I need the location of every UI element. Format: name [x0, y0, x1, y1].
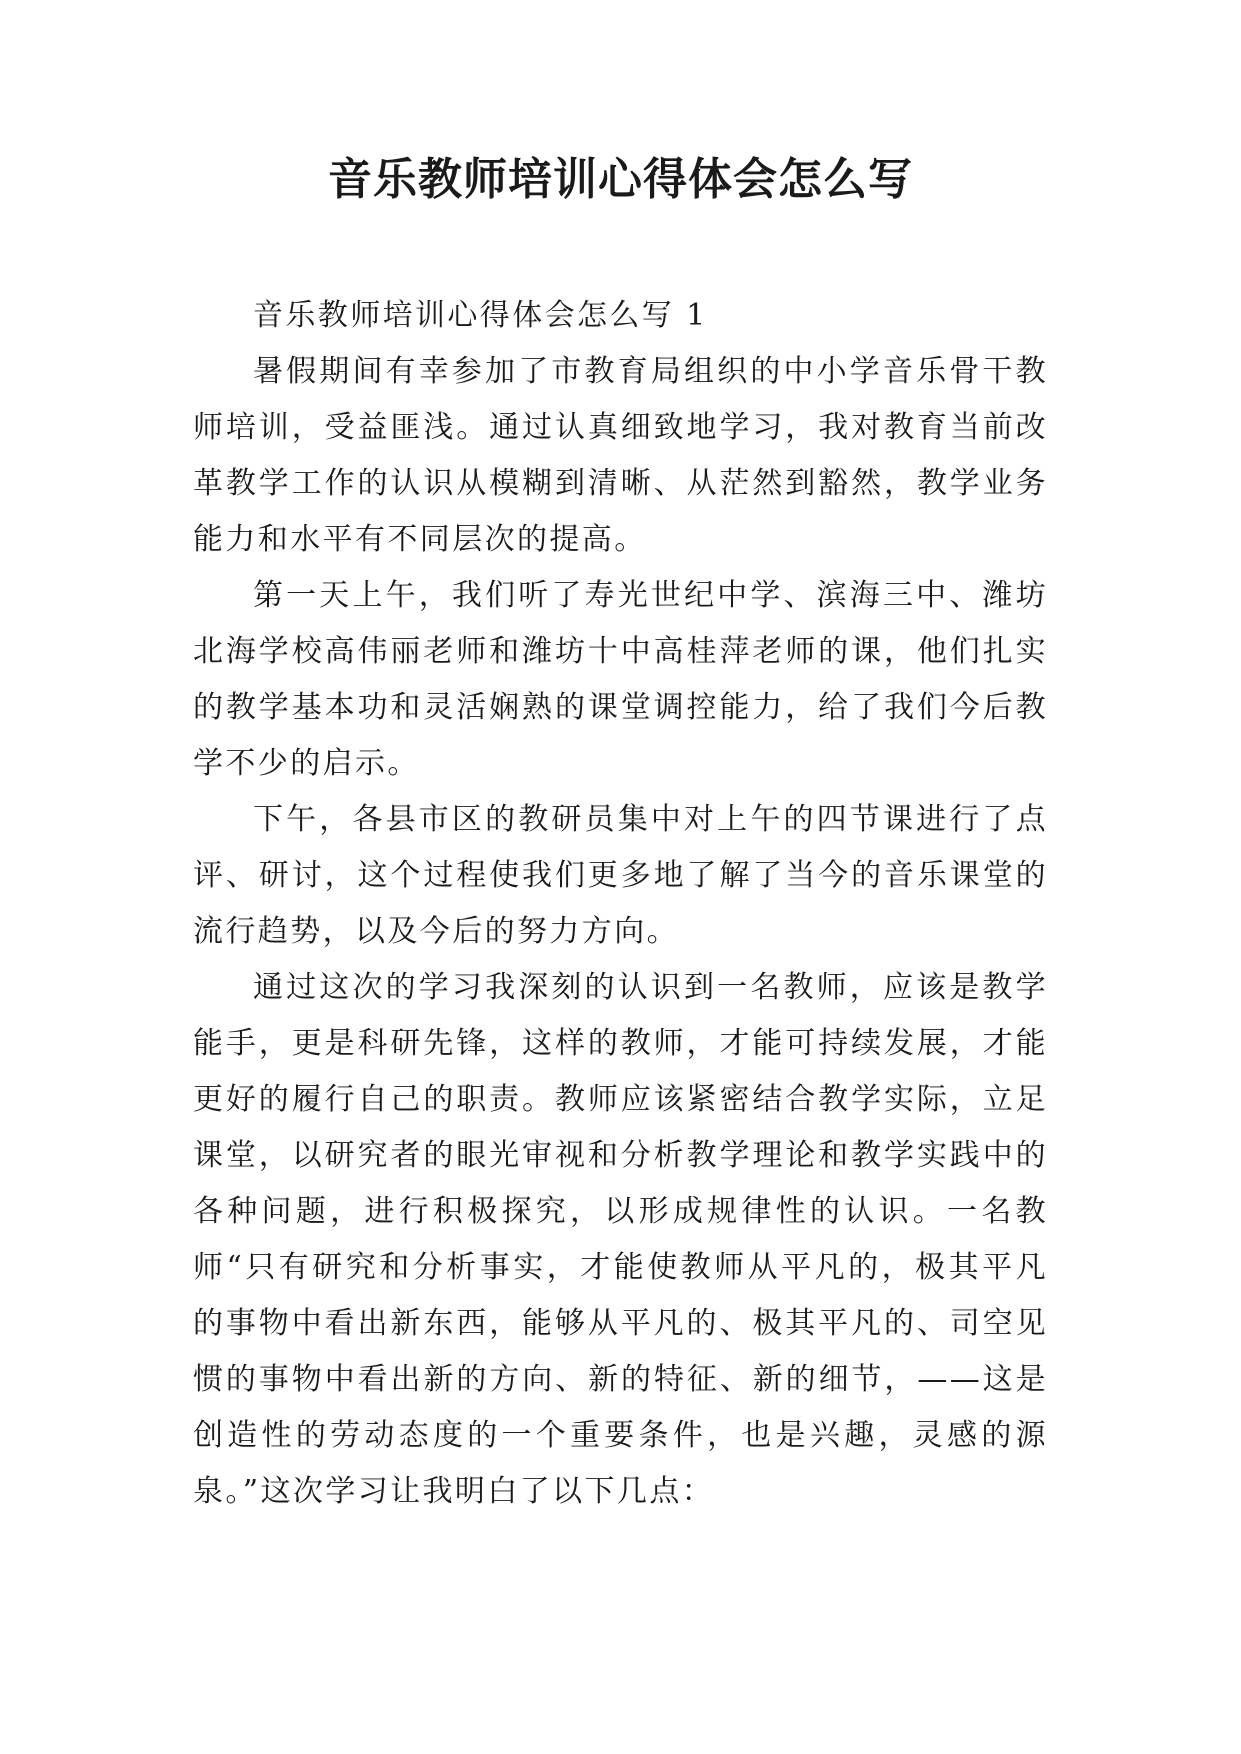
- body-paragraph: 第一天上午，我们听了寿光世纪中学、滨海三中、潍坊北海学校高伟丽老师和潍坊十中高桂萍老师的课，他们扎实的教学基本功和灵活娴熟的课堂调控能力，给了我们今后教学不少的启示。: [193, 578, 1048, 781]
- document-body: [193, 288, 1048, 1520]
- section-heading: 音乐教师培训心得体会怎么写 1: [253, 298, 708, 333]
- body-paragraph: 暑假期间有幸参加了市教育局组织的中小学音乐骨干教师培训，受益匪浅。通过认真细致地学习，我对教育当前改革教学工作的认识从模糊到清晰、从茫然到豁然，教学业务能力和水平有不同层次的提高。: [193, 354, 1048, 557]
- body-paragraph: 通过这次的学习我深刻的认识到一名教师，应该是教学能手，更是科研先锋，这样的教师，才能可持续发展，才能更好的履行自己的职责。教师应该紧密结合教学实际，立足课堂，以研究者的眼光审视和分析教学理论和教学实践中的各种问题，进行积极探究，以形成规律性的认识。一名教师“只有研究和分析事实，才能使教师从平凡的，极其平凡的事物中看出新东西，能够从平凡的、极其平凡的、司空见惯的事物中看出新的方向、新的特征、新的细节，——这是创造性的劳动态度的一个重要条件，也是兴趣，灵感的源泉。”这次学习让我明白了以下几点：: [193, 970, 1048, 1509]
- body-paragraph: 下午，各县市区的教研员集中对上午的四节课进行了点评、研讨，这个过程使我们更多地了解了当今的音乐课堂的流行趋势，以及今后的努力方向。: [193, 802, 1048, 949]
- document-title: 音乐教师培训心得体会怎么写: [328, 154, 913, 205]
